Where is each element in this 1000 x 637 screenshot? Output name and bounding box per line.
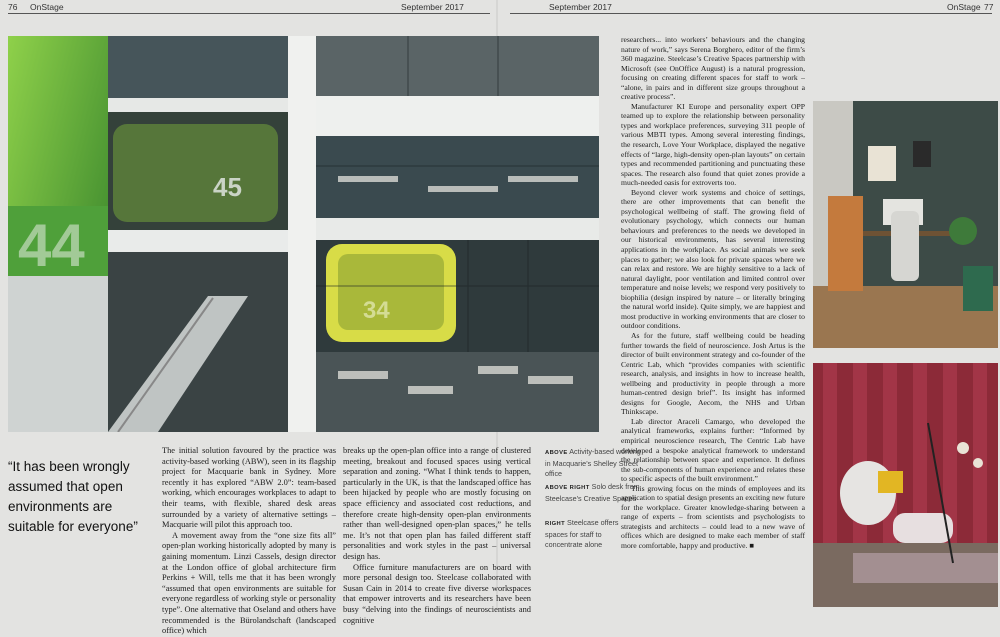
caption-text: Solo desk from Steelcase’s Creative Spaces [545, 482, 640, 503]
solo-desk-illustration [813, 101, 998, 348]
header-rule-left [8, 13, 490, 14]
creative-spaces-photo [813, 363, 998, 607]
page-number-left: 76 [8, 2, 18, 12]
creative-spaces-illustration [813, 363, 998, 607]
col2-paragraph: Office furniture manufacturers are on board with more personal design too. Steelcase collaborated with Susan Cain in 2014 to create five diverse workspaces that empower introverts and its researchers have been busy “delving into the findings of neuroscientists and cognitive [343, 562, 531, 625]
caption-label: ABOVE RIGHT [545, 485, 590, 491]
col3-paragraph: Beyond clever work systems and choice of settings, there are other improvements that can benefit the psychological wellbeing of staff. The growing field of evolutionary psychology, which connects our human behaviours and preferences to the needs we developed in our historical environments, has several interesting applications in the workplace. As social animals we seek places to gather; we also look for private spaces where we can relax and restore. We are highly sensitive to a lack of natural daylight, poor ventilation and limited control over temperature and noise levels; we respond very positively to biophilia (design inspired by nature – or literally bringing the natural world inside). Quite simply, we are happiest and most productive in working environments that are closer to outdoor conditions. [621, 187, 805, 331]
col3-paragraph: This growing focus on the minds of employees and its application to spatial design presents an exciting new future for the workplace. Greater knowledge-sharing between a range of experts – from scientists and psychologists to strategists and architects – could lead to a new wave of offices which are designed to make each member of staff more comfortable, happy and productive. ■ [621, 483, 805, 550]
page-number-right: 77 [984, 2, 994, 12]
body-column-1 [162, 446, 336, 637]
caption-text: Activity-based working in Macquarie’s Shelley Street office [545, 447, 641, 478]
header-rule-right [510, 13, 992, 14]
caption-label: RIGHT [545, 521, 566, 527]
pull-quote: “It has been wrongly assumed that open environments are suitable for everyone” [8, 459, 138, 534]
body-column-3 [621, 35, 805, 551]
caption-text: Steelcase offers spaces for staff to concentrate alone [545, 518, 619, 549]
col3-paragraph: Lab director Araceli Camargo, who developed the analytical frameworks, explains further: “Informed by empirical neuroscience research, The Centric Lab have developed a bespoke analytical framework to understand the relationship between space and experience. It defines the sub-components of human experience and relates these to specific aspects of the built environment.” [621, 416, 805, 484]
solo-desk-photo [813, 101, 998, 348]
svg-text:44: 44 [18, 212, 85, 279]
issue-date-right: September 2017 [549, 2, 612, 12]
col2-paragraph: breaks up the open-plan office into a range of clustered meeting, breakout and focused spaces using vertical separation and zoning. “What I think tends to happen, particularly in the UK, is that the landscaped office has been hijacked by people who are mostly focusing on space efficiency and associated cost reductions, and therefore create high-density open-plan environments rather than well-designed open-plan spaces,” he tells me. It’s not that open plan has failed different staff personalities and work styles in the past – universal design has. [343, 446, 531, 561]
issue-date-left: September 2017 [401, 2, 464, 12]
col1-paragraph: A movement away from the “one size fits all” open-plan working historically adopted by many is gaining momentum. Linzi Cassels, design director at the London office of global architecture firm Perkins + Will, tells me that it has been wrongly “assumed that open environments are suitable for everyone regardless of working style or personality type”. One alternative that Oseland and others have recommended is the Bürolandschaft (landscaped office) which [162, 530, 336, 636]
svg-text:34: 34 [363, 297, 390, 324]
caption-label: ABOVE [545, 450, 568, 456]
col1-paragraph: The initial solution favoured by the practice was activity-based working (ABW), seen in its flagship project for Macquarie bank in Sydney. More recently it has explored “ABW 2.0”: team-based working, which encourages workplaces to adapt to their teams, with flexible, shared desk areas surrounded by a variety of alternative settings – Macquarie will pilot this approach too. [162, 446, 336, 530]
section-title-right: OnStage [947, 2, 981, 12]
col3-paragraph: Manufacturer KI Europe and personality expert OPP teamed up to explore the relationship between personality types and workplace preferences, surveying 311 people of various MBTI types. Among several interesting findings, the research, Love Your Workplace, displayed the negative effects of “large, high-density open-plan layouts” on certain types and recommended partitioning and punctuating these spaces. The research also found that quiet zones provide a much-needed oasis for extroverts too. [621, 101, 805, 188]
atrium-illustration [8, 36, 599, 432]
section-title-left: OnStage [30, 2, 64, 12]
col3-paragraph: researchers... into workers’ behaviours and the changing nature of work,” says Serena Borghero, editor of the firm’s 360 magazine. Steelcase’s Creative Spaces partnership with Microsoft (see OnOffice August) is a natural progression, focusing on creating different spaces for staff to work – “alone, in pairs and in different size groups throughout a creative process”. [621, 35, 805, 102]
col3-paragraph: As for the future, staff wellbeing could be heading further towards the field of neuroscience. Josh Artus is the director of built environment strategy and co-founder of the Centric Lab, which “provides companies with scientific research, analysis, and insights in how to increase health, wellbeing and productivity in people through a more human-centred design brief”. Its insight has informed designs for Google, Aecom, the NHS and Urban Thinkscape. [621, 330, 805, 417]
svg-text:45: 45 [213, 172, 242, 202]
office-atrium-photo [8, 36, 599, 432]
body-column-2 [343, 446, 531, 626]
